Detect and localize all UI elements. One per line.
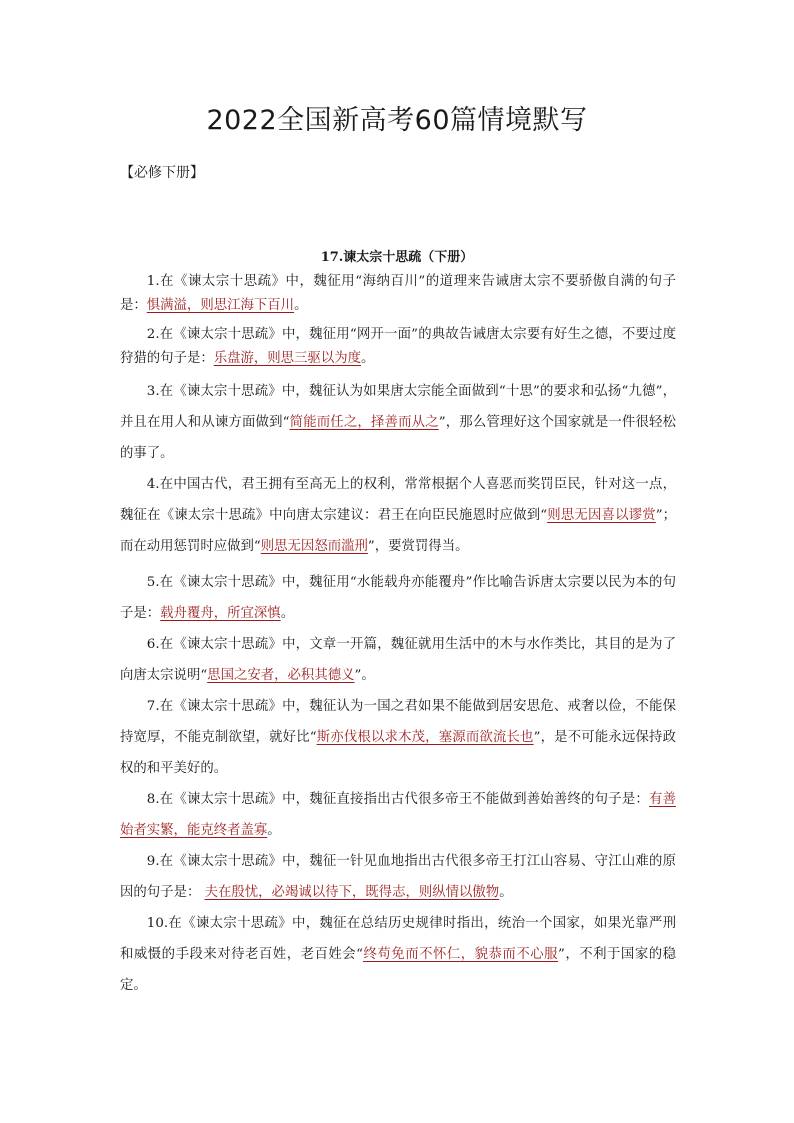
answer-text: 载舟覆舟，所宜深慎 xyxy=(160,606,281,621)
question-item xyxy=(120,846,676,908)
subsection-heading: 17.谏太宗十思疏（下册） xyxy=(320,250,474,265)
question-text: 。 xyxy=(267,823,281,838)
question-text: ”，那么管理好这个国家就是一件很轻松的事了。 xyxy=(120,415,676,461)
answer-text: 惧满溢，则思江海下百川 xyxy=(146,298,295,313)
answer-text: 有善始者实繁，能克终者盖寡 xyxy=(120,792,676,838)
answer-text: 简能而任之，择善而从之 xyxy=(289,415,439,430)
answer-text: 思国之安者，必积其德义 xyxy=(207,668,355,683)
question-text: 5.在《谏太宗十思疏》中，魏征用“水能载舟亦能覆舟”作比喻告诉唐太宗要以民为本的句子是： xyxy=(120,575,676,621)
question-list xyxy=(120,270,676,1001)
question-text: ”。 xyxy=(354,668,375,683)
question-item xyxy=(120,567,676,629)
question-text: ”，不利于国家的稳定。 xyxy=(120,947,676,993)
question-item xyxy=(120,469,676,562)
question-text: 6.在《谏太宗十思疏》中，文章一开篇，魏征就用生活中的木与水作类比，其目的是为了向唐太宗说明“ xyxy=(120,637,676,683)
question-text: ”，是不可能永远保持政权的和平美好的。 xyxy=(120,730,676,776)
document-title: 2022全国新高考60篇情境默写 xyxy=(206,105,588,136)
question-text: 8.在《谏太宗十思疏》中，魏征直接指出古代很多帝王不能做到善始善终的句子是： xyxy=(146,792,650,807)
question-text: ”；而在动用惩罚时应做到“ xyxy=(120,508,677,554)
question-text: 。 xyxy=(361,351,375,366)
question-item xyxy=(120,376,676,469)
question-text: ”，要赏罚得当。 xyxy=(367,539,469,554)
question-text: 2.在《谏太宗十思疏》中，魏征用“网开一面”的典故告诫唐太宗要有好生之德，不要过度狩猎的句子是： xyxy=(120,327,676,366)
question-item xyxy=(120,691,676,784)
question-item xyxy=(120,784,676,846)
question-text: 4.在中国古代，君王拥有至高无上的权利，常常根据个人喜恶而奖罚臣民，针对这一点，魏征在《谏太宗十思疏》中向唐太宗建议：君王在向臣民施恩时应做到“ xyxy=(120,477,676,523)
section-heading: 【必修下册】 xyxy=(120,165,204,181)
question-text: 3.在《谏太宗十思疏》中，魏征认为如果唐太宗能全面做到“十思”的要求和弘扬“九德”，并且在用人和从谏方面做到“ xyxy=(120,384,676,430)
answer-text: 斯亦伐根以求木茂，塞源而欲流长也 xyxy=(316,730,534,745)
question-text: 9.在《谏太宗十思疏》中，魏征一针见血地指出古代很多帝王打江山容易、守江山难的原因的句子是： xyxy=(120,854,676,900)
answer-text: 夫在殷忧，必竭诚以待下，既得志，则纵情以傲物 xyxy=(204,885,500,900)
answer-text: 终苟免而不怀仁，貌恭而不心服 xyxy=(363,947,559,962)
question-text: 。 xyxy=(280,606,295,621)
question-item xyxy=(120,270,676,318)
answer-text: 则思无因喜以谬赏 xyxy=(547,508,656,523)
question-item xyxy=(120,629,676,691)
question-text: 。 xyxy=(499,885,513,900)
question-text: 。 xyxy=(294,298,308,313)
question-item xyxy=(120,908,676,1001)
question-item xyxy=(120,323,676,371)
question-text: 1.在《谏太宗十思疏》中，魏征用“海纳百川”的道理来告诫唐太宗不要骄傲自满的句子是： xyxy=(120,274,676,313)
answer-text: 乐盘游，则思三驱以为度 xyxy=(213,351,362,366)
answer-text: 则思无因怒而滥刑 xyxy=(260,539,368,554)
question-text: 10.在《谏太宗十思疏》中，魏征在总结历史规律时指出，统治一个国家，如果光靠严刑和威慑的手段来对待老百姓，老百姓会“ xyxy=(120,916,676,962)
question-text: 7.在《谏太宗十思疏》中，魏征认为一国之君如果不能做到居安思危、戒奢以俭，不能保持宽厚，不能克制欲望，就好比“ xyxy=(120,699,676,745)
